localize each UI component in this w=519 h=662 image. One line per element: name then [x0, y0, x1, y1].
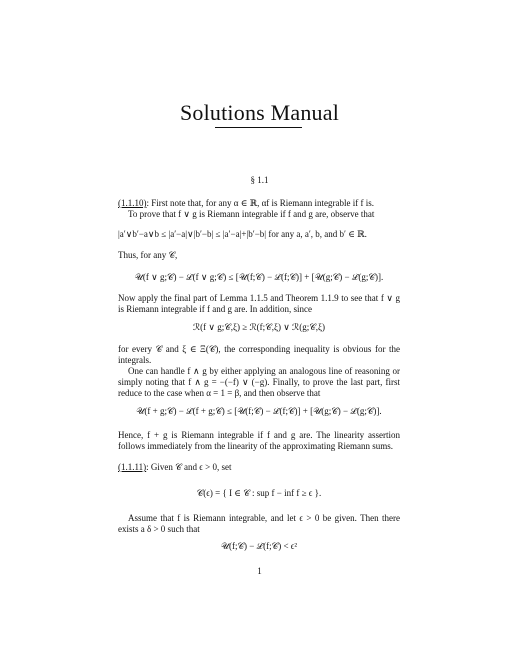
paragraph-4: Now apply the final part of Lemma 1.1.5 and Theorem 1.1.9 to see that f ∨ g is Riemann integrable if f and g are. In addition, since	[118, 293, 400, 314]
paragraph-6: One can handle f ∧ g by either applying an analogous line of reasoning or simply noting that f ∧ g = −(−f) ∨ (−g). Finally, to prove the last part, first reduce to the case when α = 1 = β, and then observe that	[118, 366, 400, 398]
equation-5: 𝒞(ϵ) = { I ∈ 𝒞 : sup f − inf f ≥ ϵ }.	[196, 488, 322, 498]
paragraph-8: (1.1.11): Given 𝒞 and ϵ > 0, set	[118, 462, 232, 472]
paragraph-7: Hence, f + g is Riemann integrable if f and g are. The linearity assertion follows immediately from the linearity of the approximating Riemann sums.	[118, 430, 400, 451]
paragraph-2: To prove that f ∨ g is Riemann integrable if f and g are, observe that	[128, 209, 375, 219]
equation-2: 𝒰(f ∨ g;𝒞) − ℒ(f ∨ g;𝒞) ≤ [𝒰(f;𝒞) − ℒ(f;𝒞)] + [𝒰(g;𝒞) − ℒ(g;𝒞)].	[134, 272, 384, 282]
page-title: Solutions Manual	[179, 100, 340, 125]
exercise-ref-1-1-11: (1.1.11)	[118, 462, 147, 472]
equation-6: 𝒰(f;𝒞) − ℒ(f;𝒞) < ϵ²	[220, 541, 298, 551]
exercise-ref-1-1-10: (1.1.10)	[118, 198, 147, 208]
paragraph-5: for every 𝒞 and ξ ∈ Ξ(𝒞), the corresponding inequality is obvious for the integrals.	[118, 344, 400, 365]
title-rule	[215, 127, 302, 128]
equation-1: |a′∨b′−a∨b ≤ |a′−a|∨|b′−b| ≤ |a′−a|+|b′−b| for any a, a′, b, and b′ ∈ ℝ.	[118, 229, 367, 239]
equation-3: ℛ(f ∨ g;𝒞,ξ) ≥ ℛ(f;𝒞,ξ) ∨ ℛ(g;𝒞,ξ)	[192, 322, 326, 332]
section-heading: § 1.1	[250, 175, 269, 185]
paragraph-3: Thus, for any 𝒞,	[118, 250, 178, 260]
equation-4: 𝒰(f + g;𝒞) − ℒ(f + g;𝒞) ≤ [𝒰(f;𝒞) − ℒ(f;𝒞)] + [𝒰(g;𝒞) − ℒ(g;𝒞)].	[136, 406, 382, 416]
paragraph-1: (1.1.10): First note that, for any α ∈ ℝ, αf is Riemann integrable if f is.	[118, 198, 375, 208]
page-number: 1	[257, 566, 262, 576]
paragraph-9: Assume that f is Riemann integrable, and let ϵ > 0 be given. Then there exists a δ > 0 such that	[118, 513, 400, 534]
